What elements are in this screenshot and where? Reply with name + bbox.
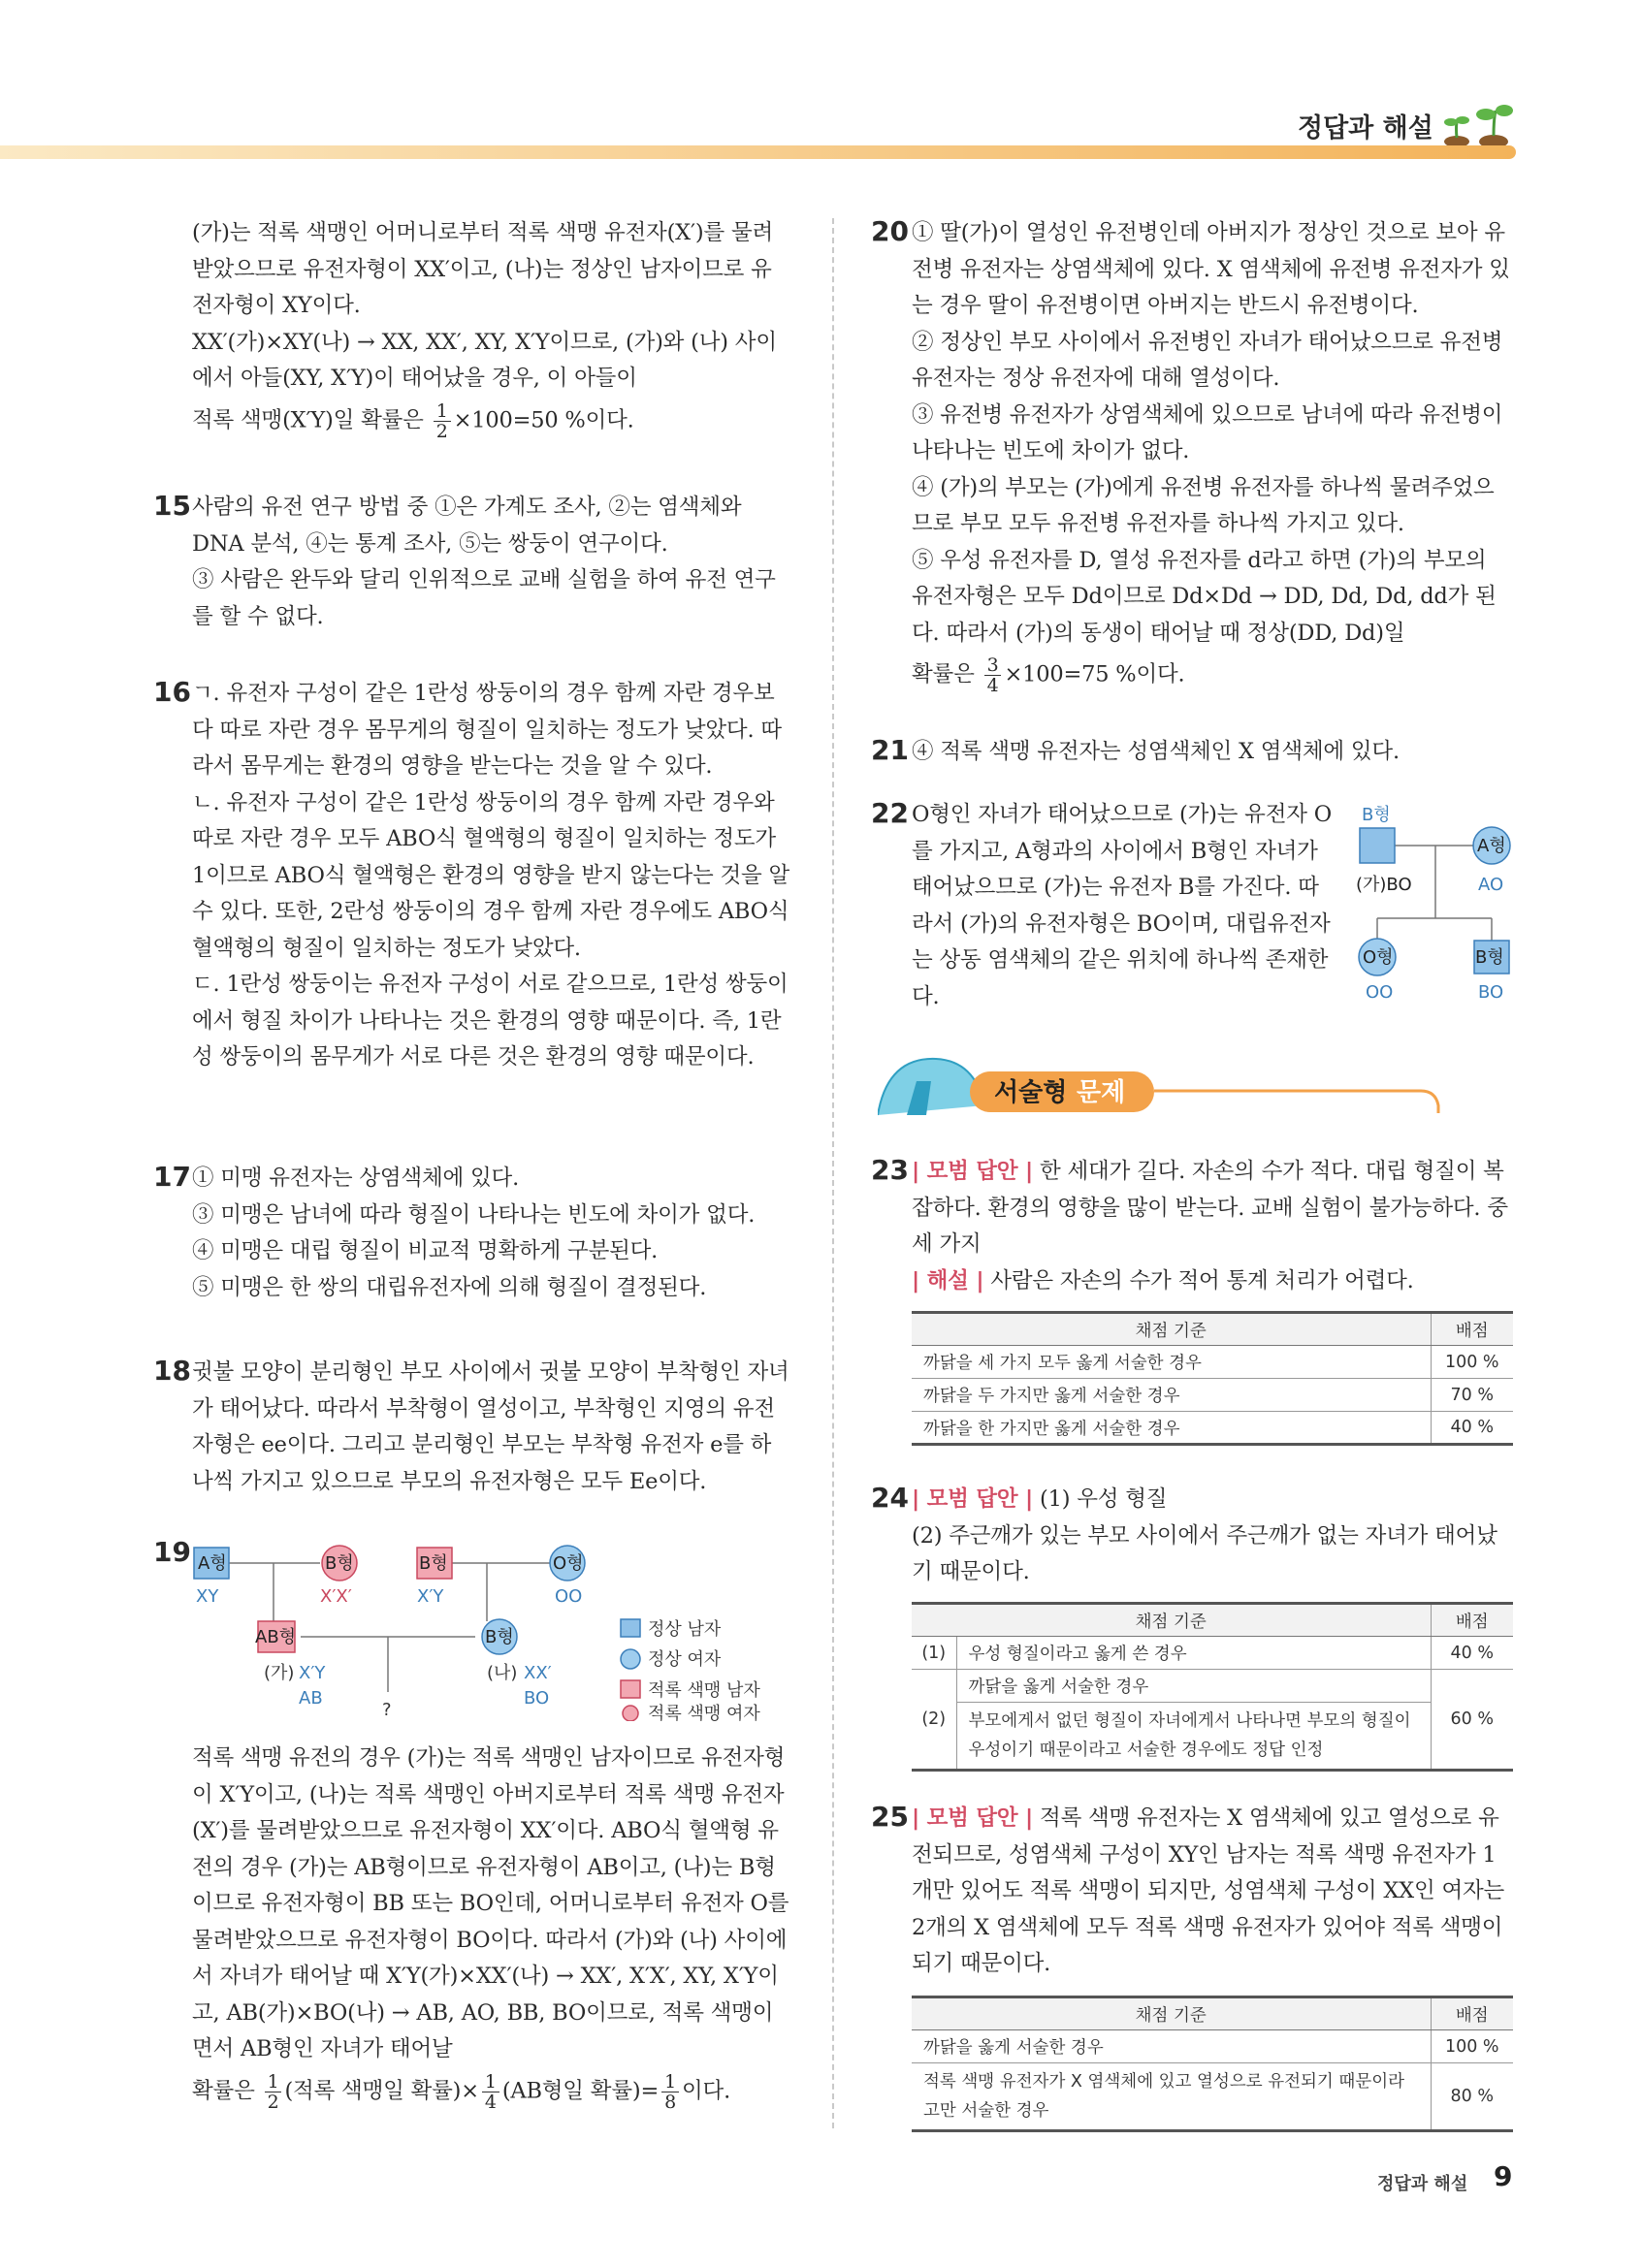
table-cell: 100 % <box>1431 2030 1513 2063</box>
answer-20-line: ⑤ 우성 유전자를 D, 열성 유전자를 d라고 하면 (가)의 부모의 유전자형은 모두 Dd이므로 Dd×Dd → DD, Dd, Dd, dd가 된다. 따라서 (가)의 동생이 태어날 때 정상(DD, Dd)일 <box>912 547 1497 646</box>
intro-line-2: XX′(가)×XY(나) → XX, XX′, XY, X′Y이므로, (가)와 (나) 사이에서 아들(XY, X′Y)이 태어났을 경우, 이 아들이 <box>192 329 777 391</box>
answer-16-line: ㄱ. 유전자 구성이 같은 1란성 쌍둥이의 경우 함께 자란 경우보다 따로 자란 경우 몸무게의 형질이 일치하는 정도가 낮았다. 따라서 몸무게는 환경의 영향을 받는다는 것을 알 수 있다. <box>192 681 782 779</box>
pedigree-na-genotype1: XX′ <box>524 1663 552 1683</box>
answer-17-line: ④ 미맹은 대립 형질이 비교적 명확하게 구분된다. <box>192 1238 659 1263</box>
table-header: 배점 <box>1431 1313 1513 1346</box>
diagram-22 <box>1348 797 1518 1010</box>
answer-23-text: 한 세대가 길다. 자손의 수가 적다. 대립 형질이 복잡하다. 환경의 영향을 많이 받는다. 교배 실험이 불가능하다. 중 세 가지 <box>912 1159 1508 1257</box>
table-header: 채점 기준 <box>912 1313 1431 1346</box>
table-header: 채점 기준 <box>912 1997 1431 2030</box>
pedigree-na-label: B형 <box>485 1627 514 1647</box>
page-number: 9 <box>1494 2160 1513 2192</box>
answer-15-line: 사람의 유전 연구 방법 중 ①은 가계도 조사, ②는 염색체와 DNA 분석, ④는 통계 조사, ⑤는 쌍둥이 연구이다. <box>192 495 742 557</box>
scoring-table-25 <box>912 1996 1513 2132</box>
footer-label: 정답과 해설 <box>1377 2174 1468 2194</box>
legend-normal-male-icon <box>621 1619 640 1637</box>
answer-15 <box>192 490 791 635</box>
table-cell: 까닭을 한 가지만 옳게 서술한 경우 <box>912 1412 1431 1445</box>
answer-19-prob-a: 확률은 <box>192 2078 255 2103</box>
answer-17-line: ③ 미맹은 남녀에 따라 형질이 나타나는 빈도에 차이가 없다. <box>192 1201 756 1228</box>
question-number-18: 18 <box>153 1355 191 1387</box>
answer-24-part1: (1) 우성 형질 <box>1040 1486 1168 1512</box>
answer-17-line: ⑤ 미맹은 한 쌍의 대립유전자에 의해 형질이 결정된다. <box>192 1274 707 1300</box>
pedigree-na-genotype2: BO <box>524 1688 550 1709</box>
answer-25 <box>912 1801 1513 1983</box>
scoring-table-23 <box>912 1311 1513 1446</box>
answer-15-line: ③ 사람은 완두와 달리 인위적으로 교배 실험을 하여 유전 연구를 할 수 없다. <box>192 567 776 629</box>
legend-normal-male: 정상 남자 <box>648 1619 722 1640</box>
answer-23-explain: 사람은 자손의 수가 적어 통계 처리가 어렵다. <box>990 1267 1414 1294</box>
answer-20-prob-a: 확률은 <box>912 661 975 687</box>
diagram-father-genotype: (가)BO <box>1356 875 1412 895</box>
table-cell: 40 % <box>1431 1412 1513 1445</box>
table-cell: 우성 형질이라고 옳게 쓴 경우 <box>956 1637 1431 1670</box>
answer-20-probability <box>912 655 1513 695</box>
question-number-17: 17 <box>153 1161 191 1193</box>
answer-22: O형인 자녀가 태어났으므로 (가)는 유전자 O를 가지고, A형과의 사이에서 B형인 자녀가 태어났으므로 (가)는 유전자 B를 가진다. 따라서 (가)의 유전자형은 BO이며, 대립유전자는 상동 염색체의 같은 위치에 하나씩 존재한다. <box>912 802 1332 1009</box>
answer-20 <box>912 215 1513 695</box>
question-number-15: 15 <box>153 490 191 522</box>
question-number-24: 24 <box>871 1482 909 1514</box>
answer-21: ④ 적록 색맹 유전자는 성염색체인 X 염색체에 있다. <box>912 739 1400 764</box>
pedigree-gp1-label: A형 <box>198 1553 227 1574</box>
table-cell: 60 % <box>1431 1670 1513 1771</box>
table-cell: (2) <box>912 1670 956 1771</box>
table-cell: (1) <box>912 1637 956 1670</box>
sprout-icon <box>1443 101 1513 149</box>
question-number-25: 25 <box>871 1801 909 1833</box>
diagram-child2-genotype: BO <box>1478 982 1504 1003</box>
answer-24-part2: (2) 주근깨가 있는 부모 사이에서 주근깨가 없는 자녀가 태어났기 때문이다. <box>912 1522 1497 1584</box>
intro-answer <box>192 215 791 441</box>
section-title: 서술형 <box>994 1078 1068 1107</box>
answer-20-prob-b: ×100=75 %이다. <box>1004 661 1185 687</box>
answer-19-prob-b: (적록 색맹일 확률)× <box>284 2078 479 2103</box>
answer-19 <box>192 1741 791 2112</box>
diagram-mother-genotype: AO <box>1478 875 1504 895</box>
table-header: 배점 <box>1431 1604 1513 1637</box>
diagram-mother-label: A형 <box>1477 836 1506 856</box>
pedigree-gp2-genotype: X′X′ <box>320 1586 352 1607</box>
table-cell-group <box>956 1670 1431 1771</box>
answer-23 <box>912 1154 1513 1299</box>
legend-cb-female: 적록 색맹 여자 <box>648 1704 760 1721</box>
table-header: 배점 <box>1431 1997 1513 2030</box>
header-bar <box>0 145 1516 159</box>
answer-16-line: ㄷ. 1란성 쌍둥이는 유전자 구성이 서로 같으므로, 1란성 쌍둥이에서 형질 차이가 나타나는 것은 환경의 영향 때문이다. 즉, 1란성 쌍둥이의 몸무게가 서로 다른 것은 환경의 영향 때문이다. <box>192 972 789 1070</box>
pedigree-na-tag: (나) <box>487 1663 518 1683</box>
answer-19-prob-c: (AB형일 확률)= <box>501 2078 660 2103</box>
table-cell: 적록 색맹 유전자가 X 염색체에 있고 열성으로 유전되기 때문이라고만 서술한 경우 <box>912 2063 1431 2131</box>
table-cell: 70 % <box>1431 1379 1513 1412</box>
answer-20-line: ④ (가)의 부모는 (가)에게 유전병 유전자를 하나씩 물려주었으므로 부모 모두 유전병 유전자를 하나씩 가지고 있다. <box>912 474 1495 536</box>
column-divider <box>832 218 834 2128</box>
answer-18 <box>192 1355 791 1500</box>
answer-17-line: ① 미맹 유전자는 상염색체에 있다. <box>192 1166 520 1191</box>
page-header-title: 정답과 해설 <box>1298 113 1433 144</box>
pedigree-gp2-label: B형 <box>325 1553 354 1574</box>
pedigree-gp3-label: B형 <box>419 1553 448 1574</box>
table-cell: 까닭을 옳게 서술한 경우 <box>912 2030 1431 2063</box>
diagram-father-label: B형 <box>1362 805 1391 825</box>
fraction-half: $\frac{1}{2}$ <box>434 401 451 441</box>
question-number-21: 21 <box>871 734 909 766</box>
section-title-sub: 문제 <box>1077 1078 1126 1107</box>
answer-16 <box>192 676 791 1076</box>
fraction-half: $\frac{1}{2}$ <box>265 2072 282 2112</box>
legend-cb-male-icon <box>621 1680 640 1698</box>
legend-normal-female: 정상 여자 <box>648 1649 722 1670</box>
answer-19-probability <box>192 2072 791 2112</box>
question-number-20: 20 <box>871 215 909 247</box>
table-header: 채점 기준 <box>912 1604 1431 1637</box>
table-cell: 100 % <box>1431 1346 1513 1379</box>
pedigree-gp4-genotype: OO <box>555 1586 583 1607</box>
pedigree-child: ? <box>382 1700 392 1720</box>
table-cell: 까닭을 두 가지만 옳게 서술한 경우 <box>912 1379 1431 1412</box>
fraction-quarter: $\frac{1}{4}$ <box>482 2072 499 2112</box>
answer-18-line: 귓불 모양이 분리형인 부모 사이에서 귓불 모양이 부착형인 자녀가 태어났다. 따라서 부착형이 열성이고, 부착형인 지영의 유전자형은 ee이다. 그리고 분리형인 부모는 부착형 유전자 e를 하나씩 가지고 있으므로 부모의 유전자형은 모두 Ee이다. <box>192 1359 789 1494</box>
model-answer-tag: | 모범 답안 | <box>912 1805 1034 1831</box>
table-cell: 까닭을 옳게 서술한 경우 <box>957 1670 1431 1703</box>
pedigree-ga-label: AB형 <box>255 1627 297 1647</box>
answer-24 <box>912 1482 1513 1591</box>
answer-25-text: 적록 색맹 유전자는 X 염색체에 있고 열성으로 유전되므로, 성염색체 구성이 XY인 남자는 적록 색맹 유전자가 1개만 있어도 적록 색맹이 되지만, 성염색체 구성이 XX인 여자는 2개의 X 염색체에 모두 적록 색맹 유전자가 있어야 적록 색맹이 되기 때문이다. <box>912 1805 1505 1976</box>
question-number-22: 22 <box>871 797 909 829</box>
intro-probability <box>192 401 791 441</box>
pedigree-ga-genotype1: X′Y <box>299 1663 326 1683</box>
diagram-child2-label: B형 <box>1475 947 1504 968</box>
answer-20-line: ① 딸(가)이 열성인 유전병인데 아버지가 정상인 것으로 보아 유전병 유전자는 상염색체에 있다. X 염색체에 유전병 유전자가 있는 경우 딸이 유전병이면 아버지는 반드시 유전병이다. <box>912 220 1510 318</box>
question-number-23: 23 <box>871 1154 909 1186</box>
question-number-16: 16 <box>153 676 191 708</box>
pedigree-ga-genotype2: AB <box>299 1688 323 1709</box>
fraction-eighth: $\frac{1}{8}$ <box>661 2072 679 2112</box>
question-number-19: 19 <box>153 1536 191 1568</box>
intro-line-1: (가)는 적록 색맹인 어머니로부터 적록 색맹 유전자(X′)를 물려받았으므로 유전자형이 XX′이고, (나)는 정상인 남자이므로 유전자형이 XY이다. <box>192 220 774 318</box>
legend-cb-female-icon <box>623 1706 638 1721</box>
pedigree-gp1-genotype: XY <box>196 1586 219 1607</box>
answer-19-text: 적록 색맹 유전의 경우 (가)는 적록 색맹인 남자이므로 유전자형이 X′Y이고, (나)는 적록 색맹인 아버지로부터 적록 색맹 유전자(X′)를 물려받았으므로 유전자형이 XX′이다. ABO식 혈액형 유전의 경우 (가)는 AB형이므로 유전자형이 AB이고, (나)는 B형이므로 유전자형이 BB 또는 BO인데, 어머니로부터 유전자 O를 물려받았으므로 유전자형이 BO이다. 따라서 (가)와 (나) 사이에서 자녀가 태어날 때 X′Y(가)×XX′(나) → XX′, X′X′, XY, X′Y이고, AB(가)×BO(나) → AB, AO, BB, BO이므로, 적록 색맹이면서 AB형인 자녀가 태어날 <box>192 1745 789 2061</box>
table-cell: 80 % <box>1431 2063 1513 2131</box>
pedigree-gp4-label: O형 <box>553 1553 584 1574</box>
answer-19-prob-d: 이다. <box>682 2078 731 2103</box>
diagram-child1-genotype: OO <box>1366 982 1394 1003</box>
intro-prob-text: 적록 색맹(X′Y)일 확률은 <box>192 407 424 432</box>
pedigree-gp3-genotype: X′Y <box>417 1586 444 1607</box>
legend-cb-male: 적록 색맹 남자 <box>648 1680 760 1701</box>
diagram-father-box <box>1360 828 1395 863</box>
pedigree-19 <box>184 1537 805 1721</box>
fraction-three-quarters: $\frac{3}{4}$ <box>984 655 1002 695</box>
answer-17 <box>192 1161 791 1306</box>
model-answer-tag: | 모범 답안 | <box>912 1486 1034 1512</box>
table-cell: 40 % <box>1431 1637 1513 1670</box>
answer-20-line: ③ 유전병 유전자가 상염색체에 있으므로 남녀에 따라 유전병이 나타나는 빈도에 차이가 없다. <box>912 401 1503 463</box>
section-header <box>878 1047 1518 1125</box>
table-cell: 까닭을 세 가지 모두 옳게 서술한 경우 <box>912 1346 1431 1379</box>
answer-16-line: ㄴ. 유전자 구성이 같은 1란성 쌍둥이의 경우 함께 자란 경우와 따로 자란 경우 모두 ABO식 혈액형의 형질이 일치하는 정도가 1이므로 ABO식 혈액형은 환경의 영향을 받지 않는다는 것을 알 수 있다. 또한, 2란성 쌍둥이의 경우 함께 자란 경우에도 ABO식 혈액형의 형질이 일치하는 정도가 낮았다. <box>192 789 790 961</box>
legend-normal-female-icon <box>621 1649 640 1669</box>
model-answer-tag: | 모범 답안 | <box>912 1159 1034 1184</box>
intro-prob-result: ×100=50 %이다. <box>453 407 634 432</box>
diagram-child1-label: O형 <box>1363 947 1394 968</box>
explanation-tag: | 해설 | <box>912 1267 984 1294</box>
answer-20-line: ② 정상인 부모 사이에서 유전병인 자녀가 태어났으므로 유전병 유전자는 정상 유전자에 대해 열성이다. <box>912 329 1503 391</box>
table-cell: 부모에게서 없던 형질이 자녀에게서 나타나면 부모의 형질이 우성이기 때문이라고 서술한 경우에도 정답 인정 <box>968 1711 1411 1760</box>
pedigree-ga-tag: (가) <box>264 1663 295 1683</box>
scoring-table-24 <box>912 1602 1513 1772</box>
